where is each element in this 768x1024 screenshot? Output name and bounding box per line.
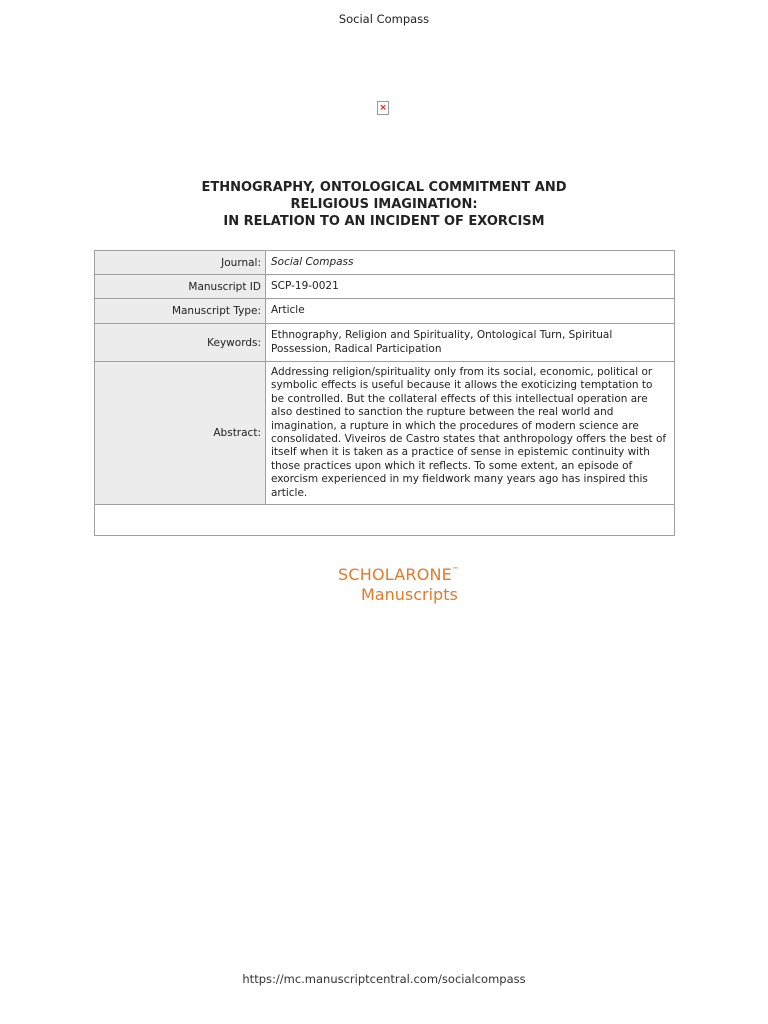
table-row-manuscript-type bbox=[95, 299, 675, 324]
logo-scholar-text: SCHOLAR bbox=[338, 565, 417, 584]
empty-cell bbox=[95, 505, 675, 536]
manuscript-type-label: Manuscript Type: bbox=[95, 299, 266, 324]
manuscript-id-value: SCP-19-0021 bbox=[266, 275, 675, 299]
title-line-3: IN RELATION TO AN INCIDENT OF EXORCISM bbox=[223, 214, 545, 229]
abstract-value: Addressing religion/spirituality only from its social, economic, political or symbolic effects is useful because it allows the exoticizing temptation to be controlled. But the collateral effects of this intellectual operation are also destined to sanction the rupture between the real world and imagination, a rupture in which the procedures of modern science are consolidated. Viveiros de Castro states that anthropology offers the best of itself when it is taken as a practice of sense in epistemic continuity with those practices upon which it reflects. To some extent, an episode of exorcism experienced in my fieldwork many years ago has inspired this article. bbox=[266, 362, 675, 505]
footer-url: https://mc.manuscriptcentral.com/socialcompass bbox=[242, 972, 526, 986]
manuscript-id-label: Manuscript ID bbox=[95, 275, 266, 299]
journal-value: Social Compass bbox=[266, 251, 675, 275]
title-line-1: ETHNOGRAPHY, ONTOLOGICAL COMMITMENT AND bbox=[201, 180, 567, 195]
broken-image-icon: × bbox=[377, 101, 389, 115]
keywords-value: Ethnography, Religion and Spirituality, Ontological Turn, Spiritual Possession, Radical Participation bbox=[266, 324, 675, 362]
keywords-label: Keywords: bbox=[95, 324, 266, 362]
journal-label: Journal: bbox=[95, 251, 266, 275]
title-line-2: RELIGIOUS IMAGINATION: bbox=[290, 197, 478, 212]
logo-trademark: ™ bbox=[451, 566, 460, 574]
paper-title bbox=[0, 179, 768, 230]
table-row-manuscript-id bbox=[95, 275, 675, 299]
abstract-label: Abstract: bbox=[95, 362, 266, 505]
manuscript-type-value: Article bbox=[266, 299, 675, 324]
running-header: Social Compass bbox=[338, 12, 430, 26]
table-row-keywords bbox=[95, 324, 675, 362]
table-row-empty bbox=[95, 505, 675, 536]
table-row-journal bbox=[95, 251, 675, 275]
logo-one-text: ONE bbox=[416, 565, 452, 584]
logo-top-line bbox=[338, 565, 459, 584]
manuscript-metadata-table bbox=[94, 250, 675, 536]
scholarone-manuscripts-logo bbox=[338, 565, 459, 604]
table-row-abstract bbox=[95, 362, 675, 505]
logo-manuscripts-text: Manuscripts bbox=[361, 585, 458, 604]
